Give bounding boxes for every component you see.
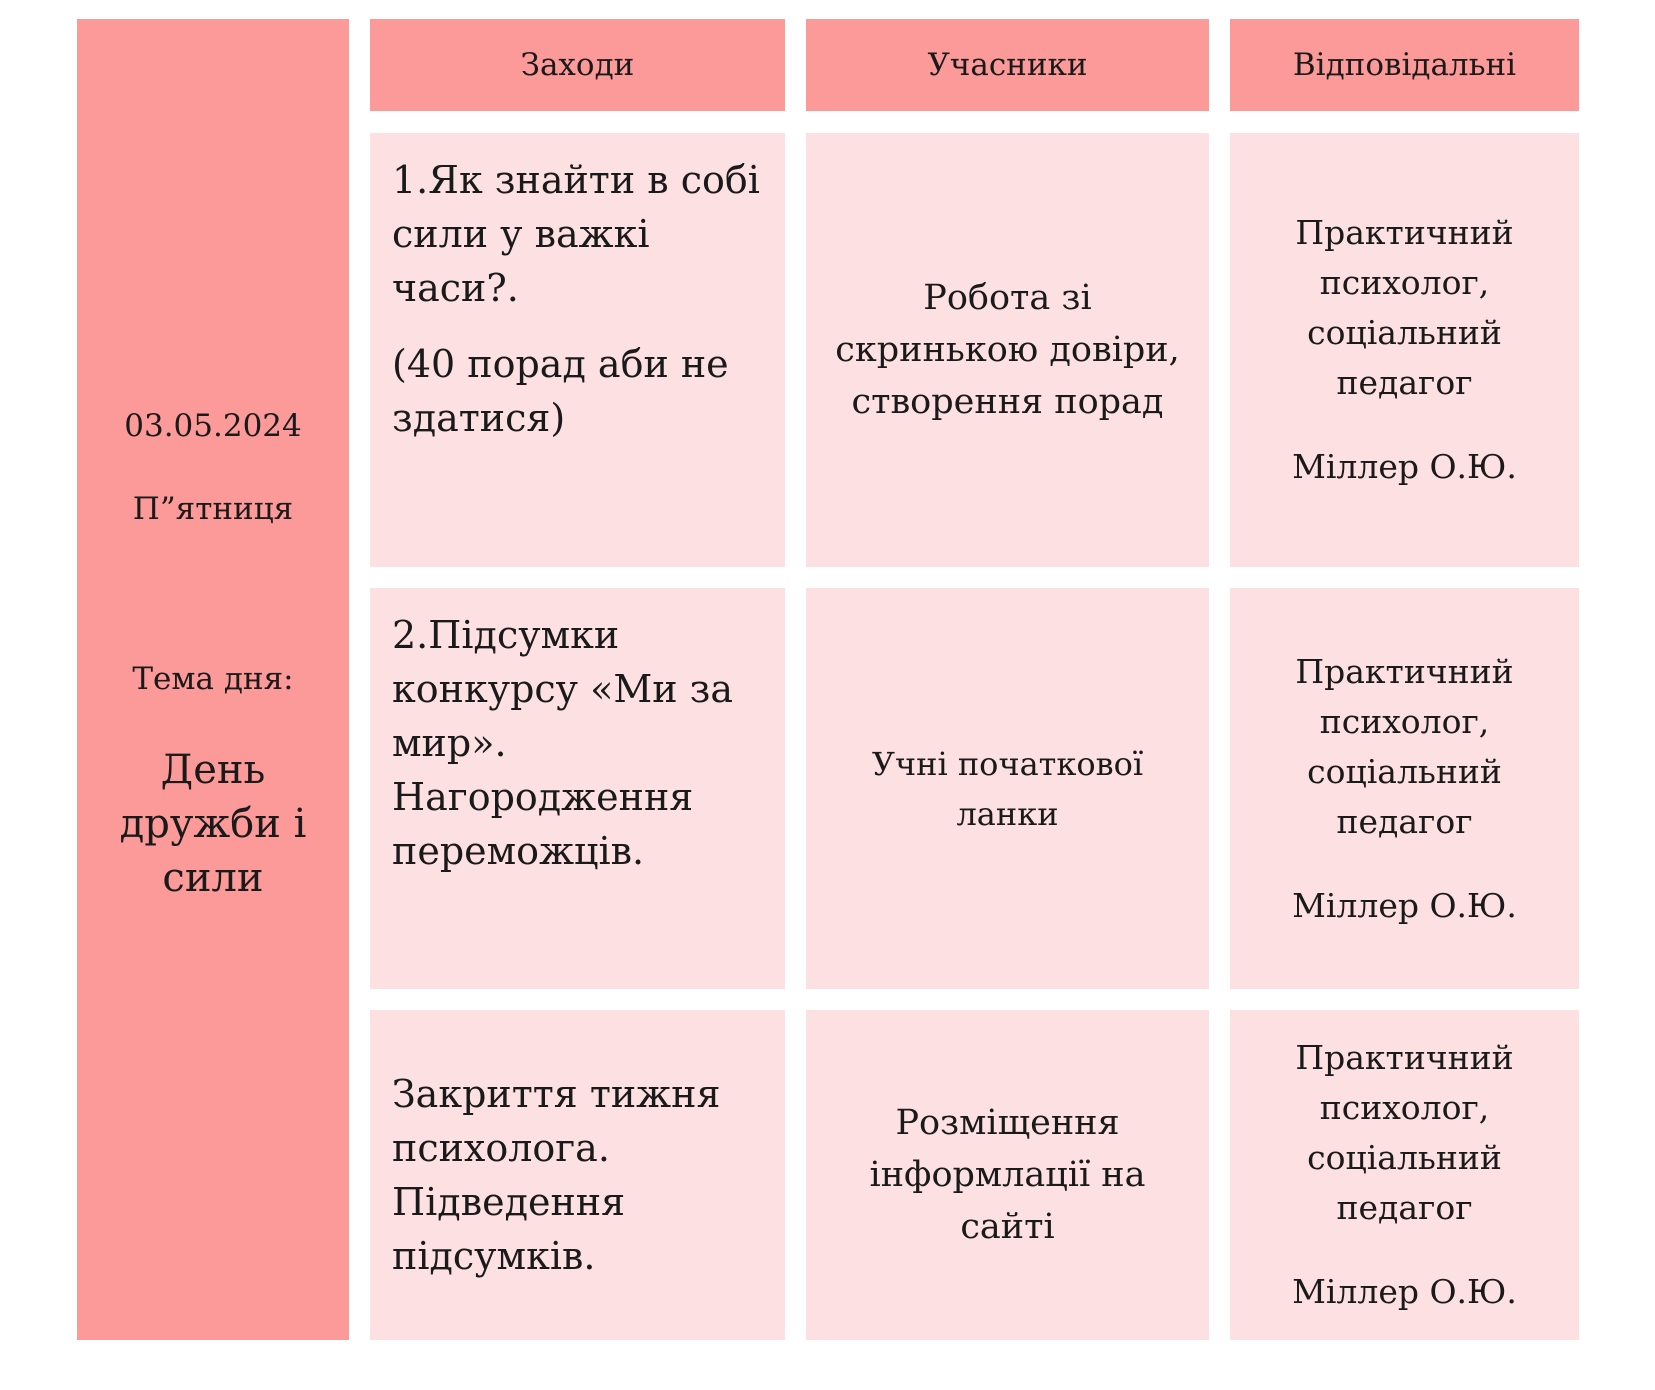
row-2-activity [370,588,785,989]
header-responsible: Відповідальні [1230,19,1579,111]
row-2-activity-text: 2.Підсумки конкурсу «Ми за мир». Нагородження переможців. [392,613,734,873]
header-activities: Заходи [370,19,785,111]
row-3-responsible-role: Практичний психолог, соціальний педагог [1295,1038,1514,1227]
row-3-responsible [1230,1010,1579,1340]
row-2-responsible [1230,588,1579,989]
row-3-participants [806,1010,1209,1340]
row-1-activity [370,133,785,567]
day-theme: День дружби і сили [119,747,307,901]
row-3-participants-text: Розміщення інформлації на сайті [869,1103,1146,1247]
row-2-responsible-person: Міллер О.Ю. [1292,885,1517,925]
row-3-activity-text: Закриття тижня психолога. Підведення підсумків. [392,1072,721,1278]
row-2-participants-text: Учні початкової ланки [871,744,1144,833]
day-column [77,19,349,1340]
row-3-responsible-person: Міллер О.Ю. [1292,1272,1517,1311]
row-1-participants [806,133,1209,567]
day-date: 03.05.2024 [124,408,302,444]
theme-label: Тема дня: [132,661,294,697]
row-1-responsible-person: Міллер О.Ю. [1292,447,1517,486]
row-1-activity-note: (40 порад аби не здатися) [392,342,729,440]
row-2-participants [806,588,1209,989]
row-1-responsible-role: Практичний психолог, соціальний педагог [1295,213,1514,402]
header-participants: Учасники [806,19,1209,111]
row-1-activity-text: 1.Як знайти в собі сили у важкі часи?. [392,158,760,310]
row-1-participants-text: Робота зі скринькою довіри, створення порад [835,278,1180,422]
day-weekday: П”ятниця [132,491,294,527]
row-3-activity [370,1010,785,1340]
row-2-responsible-role: Практичний психолог, соціальний педагог [1295,651,1514,841]
row-1-responsible [1230,133,1579,567]
